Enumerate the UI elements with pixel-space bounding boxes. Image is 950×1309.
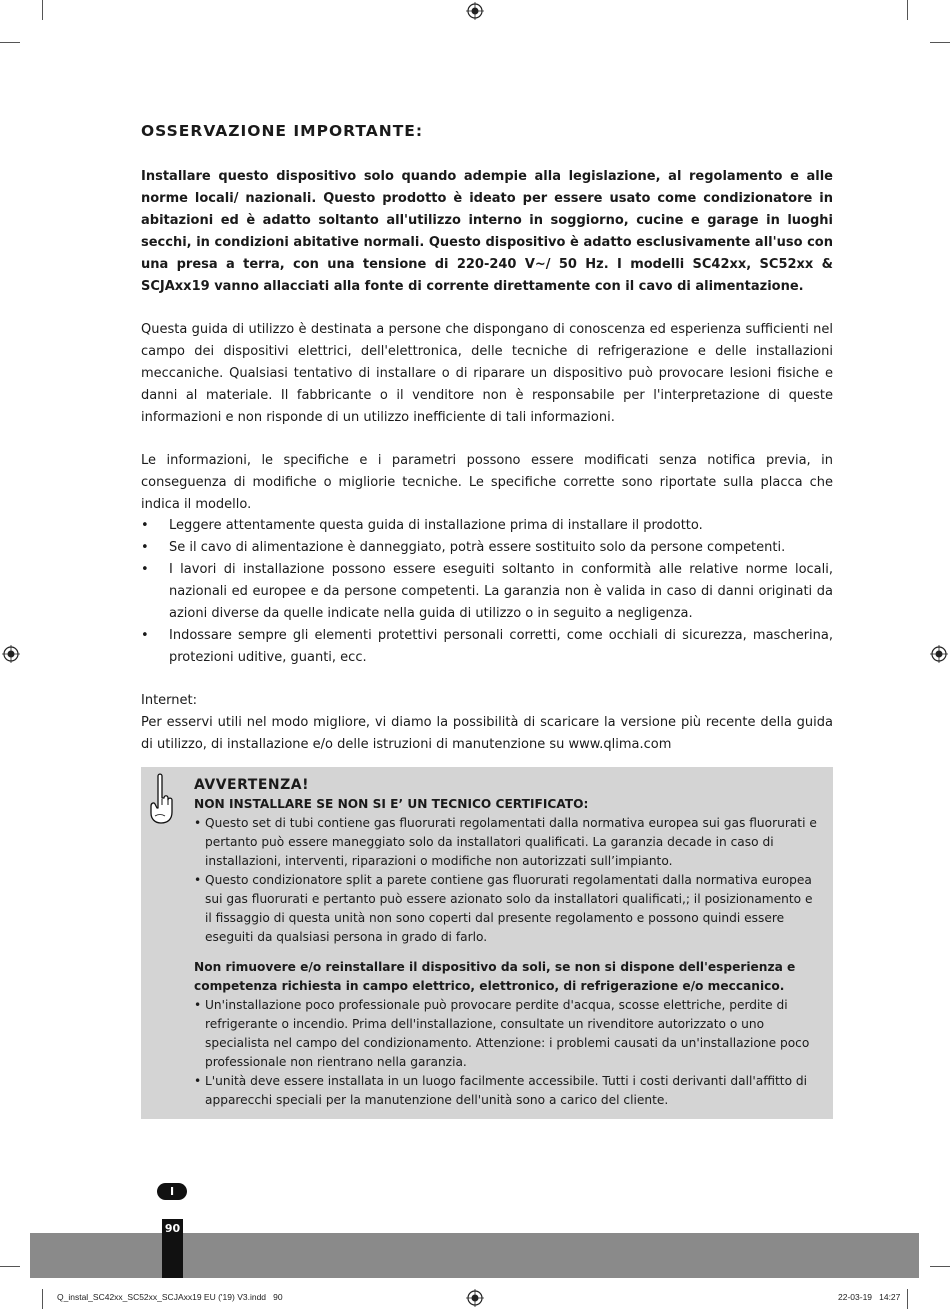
warning-title: AVVERTENZA! bbox=[194, 777, 309, 793]
list-item: • Un'installazione poco professionale può provocare perdite d'acqua, scosse elettriche, perdite di refrigerante o incendio. Prima dell'installazione, consultate un rivenditore autorizzato o uno specialista nel campo del condizionamento. Attenzione: i problemi causati da un'installazione poco professionale non rientrano nella garanzia. bbox=[194, 996, 819, 1072]
warning-bold-paragraph: Non rimuovere e/o reinstallare il dispositivo da soli, se non si dispone dell'esperienza e competenza richiesta in campo elettrico, elettronico, di refrigerazione e/o meccanico. bbox=[194, 960, 796, 993]
list-item: • Indossare sempre gli elementi protettivi personali corretti, come occhiali di sicurezza, mascherina, protezioni uditive, guanti, ecc. bbox=[141, 625, 833, 669]
file-slug: Q_instal_SC42xx_SC52xx_SCJAxx19 EU ('19) V3.indd 90 bbox=[57, 1292, 283, 1302]
crop-mark bbox=[907, 1289, 908, 1309]
crop-mark bbox=[930, 42, 950, 43]
internet-paragraph: Per esservi utili nel modo migliore, vi diamo la possibilità di scaricare la versione più recente della guida di utilizzo, di installazione e/o delle istruzioni di manutenzione su www.qlima.com bbox=[141, 715, 833, 752]
internet-label: Internet: bbox=[141, 693, 197, 708]
crop-mark bbox=[907, 0, 908, 20]
crop-mark bbox=[930, 1266, 950, 1267]
crop-mark bbox=[42, 0, 43, 20]
info-paragraph: Le informazioni, le specifiche e i parametri possono essere modificati senza notifica previa, in conseguenza di modifiche o migliorie tecniche. Le specifiche corrette sono riportate sulla placca che indica il modello. bbox=[141, 453, 833, 512]
crop-mark bbox=[0, 1266, 20, 1267]
bullet-list bbox=[141, 515, 833, 669]
registration-mark-icon bbox=[930, 645, 948, 663]
list-item: • Questo set di tubi contiene gas fluorurati regolamentati dalla normativa europea sui gas fluorurati e pertanto può essere maneggiato solo da installatori qualificati. La garanzia decade in caso di installazioni, interventi, riparazioni o modifiche non autorizzati sull’impianto. bbox=[194, 814, 819, 871]
list-item: • L'unità deve essere installata in un luogo facilmente accessibile. Tutti i costi derivanti dall'affitto di apparecchi speciali per la manutenzione dell'unità sono a carico del cliente. bbox=[194, 1072, 819, 1110]
page-heading: OSSERVAZIONE IMPORTANTE: bbox=[141, 122, 424, 140]
warning-list bbox=[194, 996, 819, 1110]
page-number: 90 bbox=[162, 1219, 183, 1278]
list-item: • I lavori di installazione possono essere eseguiti soltanto in conformità alle relative norme locali, nazionali ed europee e da persone competenti. La garanzia non è valida in caso di danni originati da azioni diverse da quelle indicate nella guida di utilizzo o in seguito a negligenza. bbox=[141, 559, 833, 625]
warning-list bbox=[194, 814, 819, 947]
registration-mark-icon bbox=[466, 2, 484, 20]
list-item: • Questo condizionatore split a parete contiene gas fluorurati regolamentati dalla normativa europea sui gas fluorurati e pertanto può essere azionato solo da installatori qualificati,; il posizionamento e il fissaggio di questa unità non sono coperti dal presente regolamento e possono quindi essere eseguiti da qualsiasi persona in grado di farlo. bbox=[194, 871, 819, 947]
crop-mark bbox=[42, 1289, 43, 1309]
date-slug: 22-03-19 14:27 bbox=[838, 1292, 901, 1302]
warning-subtitle: NON INSTALLARE SE NON SI E’ UN TECNICO CERTIFICATO: bbox=[194, 797, 589, 811]
intro-bold-paragraph: Installare questo dispositivo solo quando adempie alla legislazione, al regolamento e alle norme locali/ nazionali. Questo prodotto è ideato per essere usato come condizionatore in abitazioni ed è adatto soltanto all'utilizzo interno in soggiorno, cucine e garage in luoghi secchi, in condizioni abitative normali. Questo dispositivo è adatto esclusivamente all'uso con una presa a terra, con una tensione di 220-240 V~/ 50 Hz. I modelli SC42xx, SC52xx & SCJAxx19 vanno allacciati alla fonte di corrente direttamente con il cavo di alimentazione. bbox=[141, 169, 833, 294]
list-item: • Leggere attentamente questa guida di installazione prima di installare il prodotto. bbox=[141, 515, 833, 537]
list-item: • Se il cavo di alimentazione è danneggiato, potrà essere sostituito solo da persone competenti. bbox=[141, 537, 833, 559]
pointing-hand-icon bbox=[146, 772, 176, 826]
guide-paragraph: Questa guida di utilizzo è destinata a persone che dispongano di conoscenza ed esperienza sufficienti nel campo dei dispositivi elettrici, dell'elettronica, delle tecniche di refrigerazione e delle installazioni meccaniche. Qualsiasi tentativo di installare o di riparare un dispositivo può provocare lesioni fisiche e danni al materiale. Il fabbricante o il venditore non è responsabile per l'interpretazione di queste informazioni e non risponde di un utilizzo inefficiente di tali informazioni. bbox=[141, 322, 833, 425]
warning-box bbox=[141, 767, 833, 1119]
registration-mark-icon bbox=[2, 645, 20, 663]
language-badge: I bbox=[157, 1183, 187, 1200]
registration-mark-icon bbox=[466, 1289, 484, 1307]
crop-mark bbox=[0, 42, 20, 43]
